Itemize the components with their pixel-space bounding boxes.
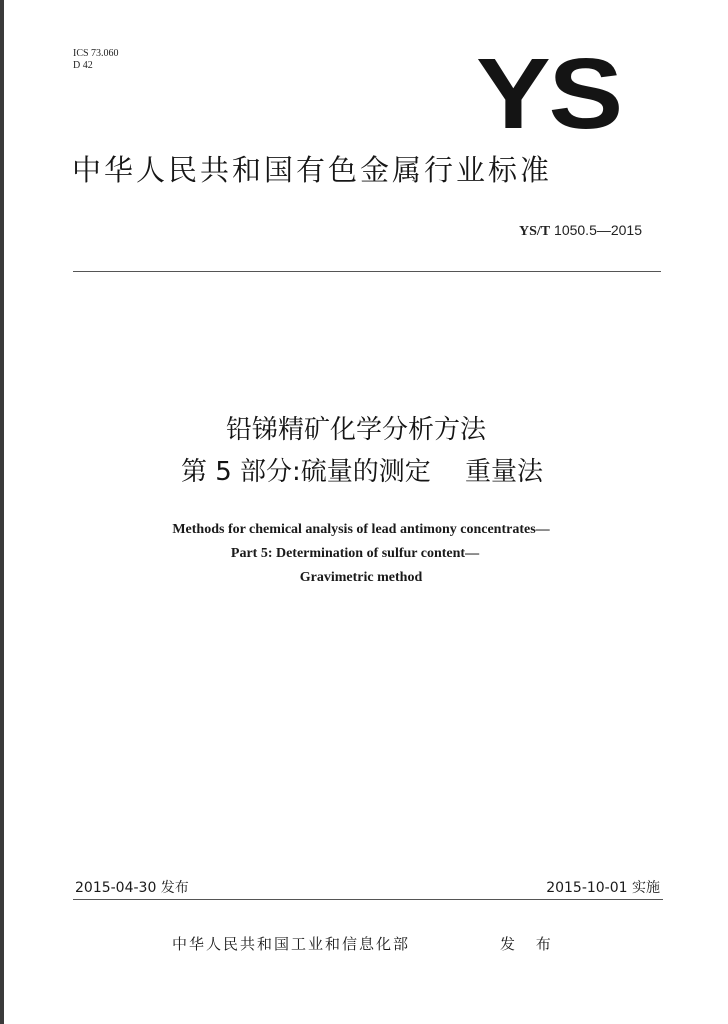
issue-date: 2015-04-30 发布 [75,880,189,896]
publish-label: 发 布 [500,935,559,953]
english-title-line-1: Methods for chemical analysis of lead antimony concentrates— [172,522,550,537]
page-edge-shadow [0,0,4,1024]
category-code: D 42 [73,60,93,71]
implementation-date: 2015-10-01 实施 [546,880,660,896]
header-divider [73,271,661,272]
classification-codes [73,48,119,72]
english-title-line-2: Part 5: Determination of sulfur content— [230,546,480,561]
ics-code: ICS 73.060 [73,48,119,59]
industry-standard-title: 中华人民共和国有色金属行业标准 [72,153,553,187]
footer-divider [73,899,663,900]
standard-number-value: 1050.5—2015 [554,222,642,238]
english-title-line-3: Gravimetric method [299,570,423,585]
chinese-title-line-1: 铅锑精矿化学分析方法 [225,415,486,445]
publisher-name: 中华人民共和国工业和信息化部 [172,935,411,953]
ys-logo: YS [476,38,621,150]
standard-number [519,222,642,240]
standard-number-prefix: YS/T [519,224,551,239]
chinese-title-line-2: 第 5 部分:硫量的测定 重量法 [180,457,544,487]
